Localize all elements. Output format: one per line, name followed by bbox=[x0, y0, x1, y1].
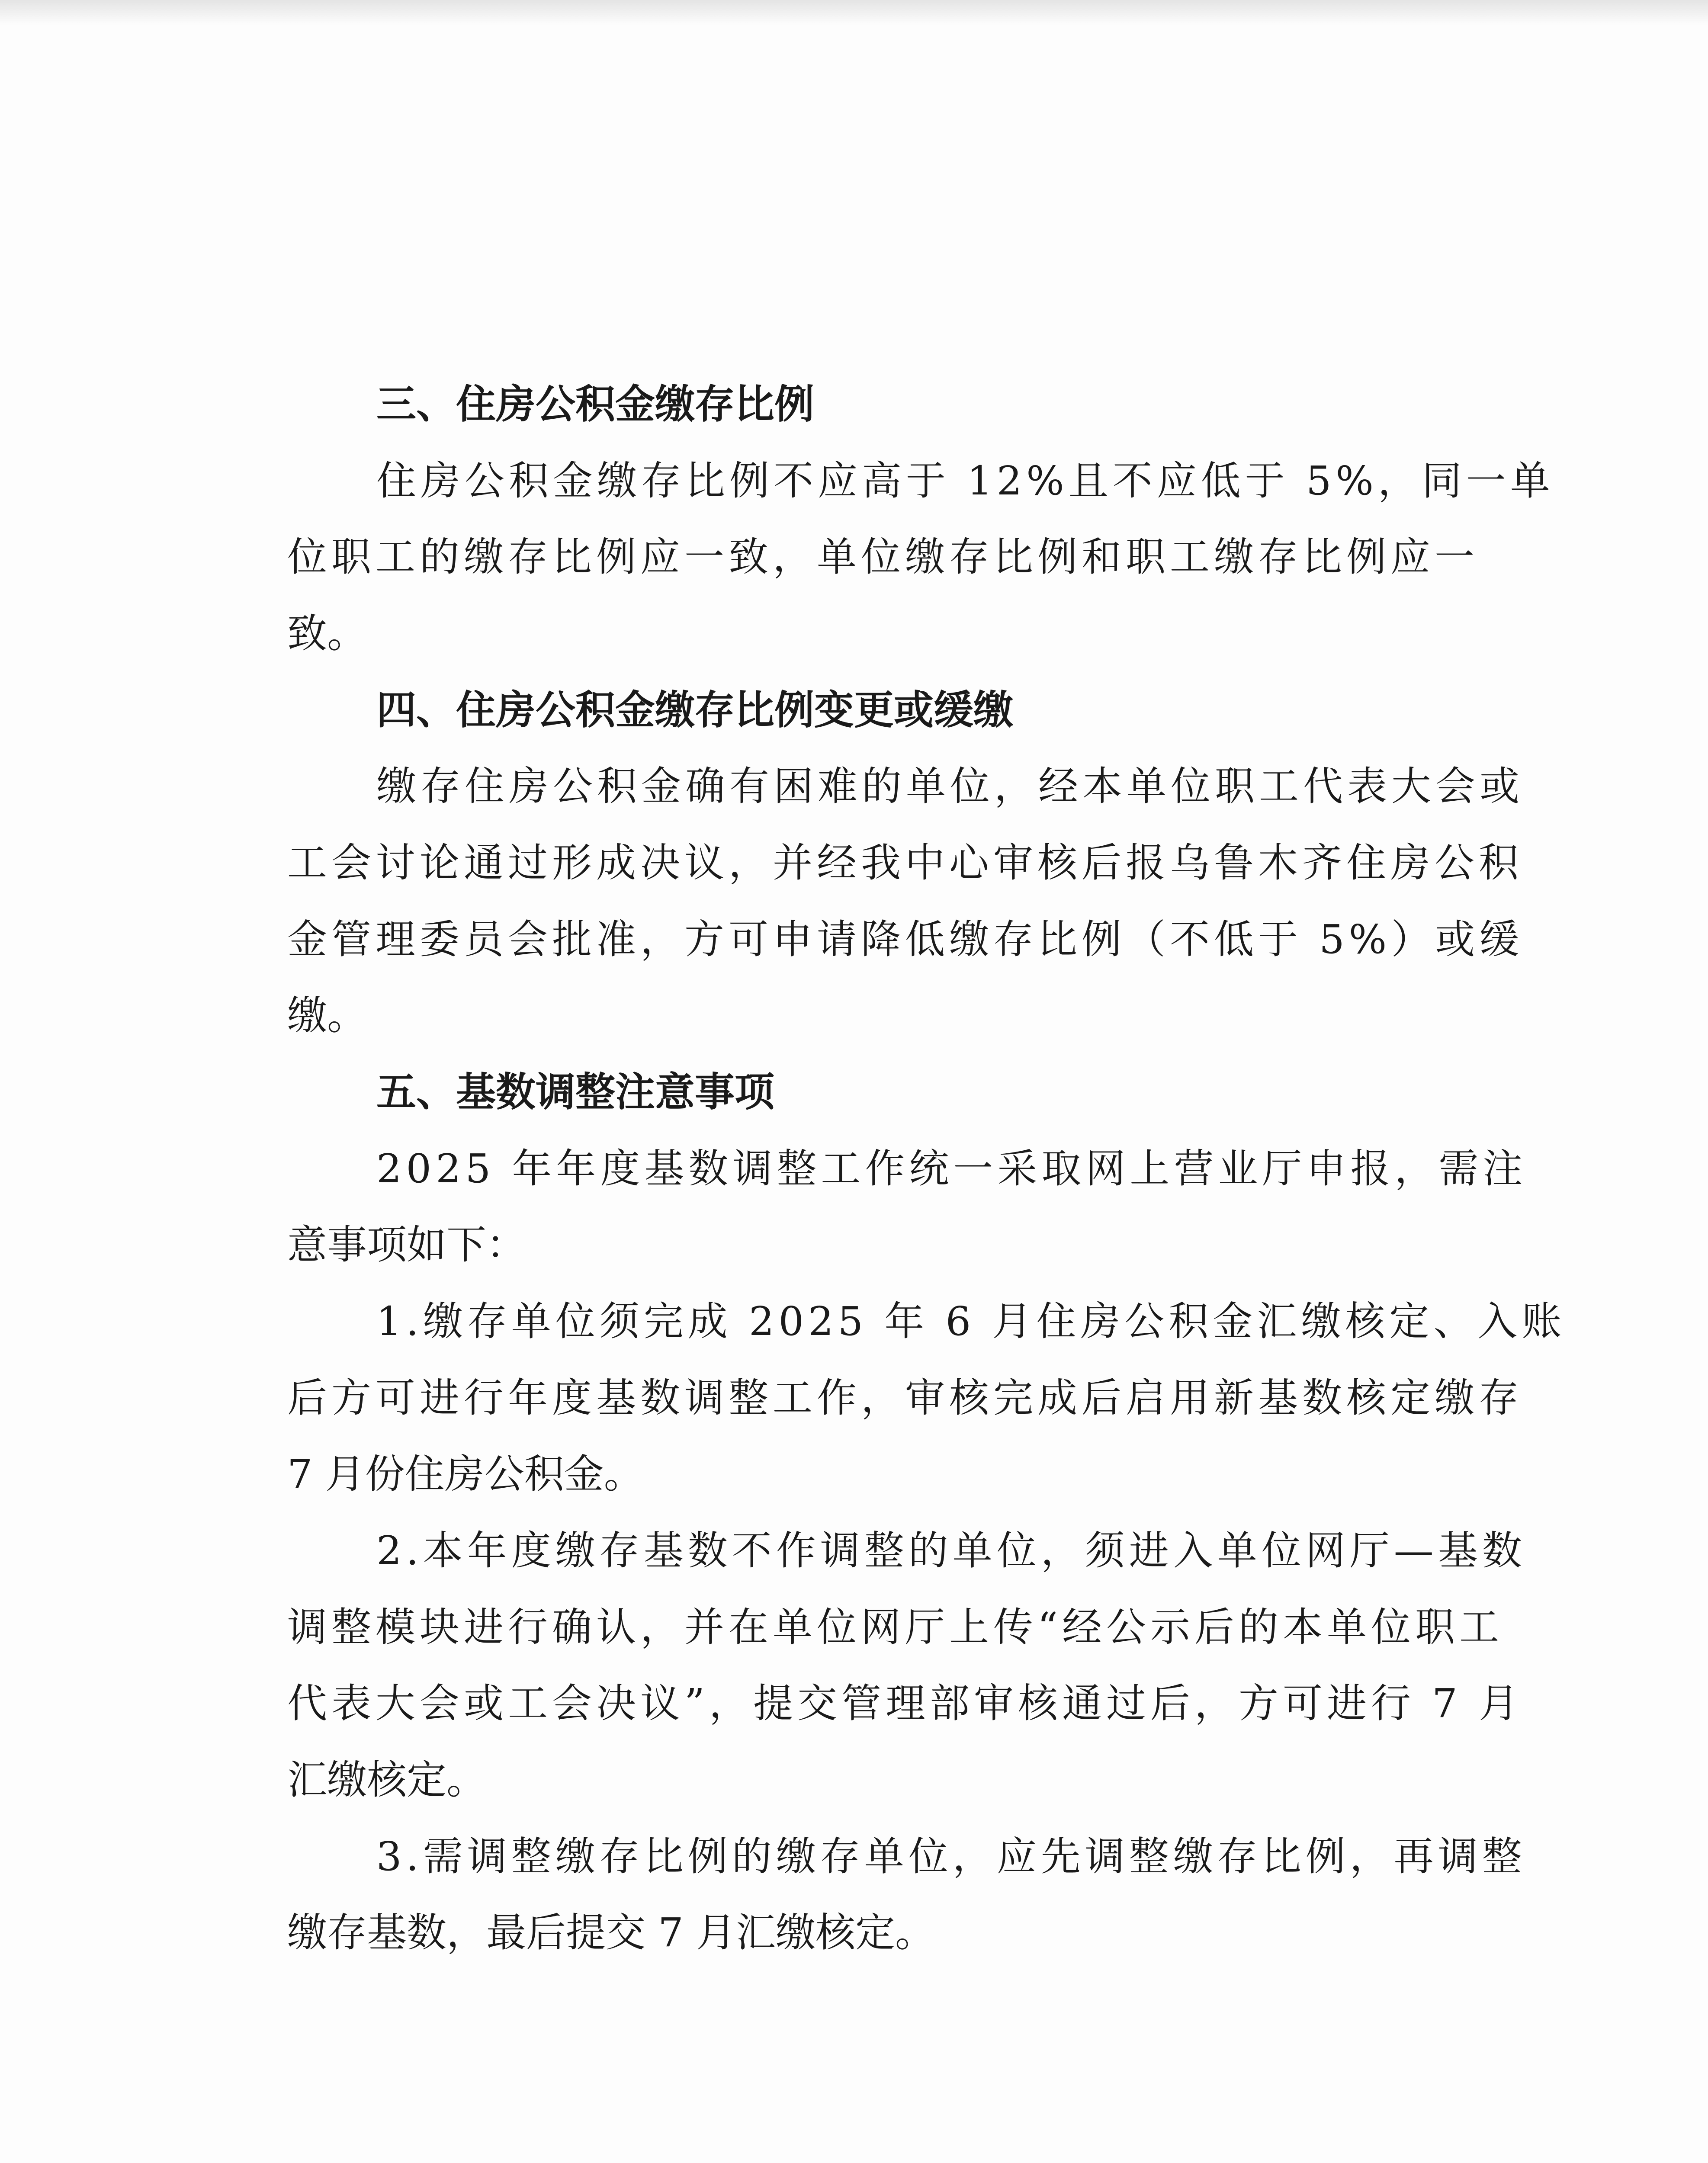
paragraph-line: 1.缴存单位须完成 2025 年 6 月住房公积金汇缴核定、入账 bbox=[376, 1298, 1566, 1345]
section-heading-base-adjustment-notes: 五、基数调整注意事项 bbox=[376, 1069, 775, 1115]
paragraph-line: 后方可进行年度基数调整工作，审核完成后启用新基数核定缴存 bbox=[287, 1375, 1523, 1421]
paragraph-line: 位职工的缴存比例应一致，单位缴存比例和职工缴存比例应一 bbox=[287, 534, 1479, 580]
paragraph-line: 致。 bbox=[287, 610, 367, 657]
paragraph-line: 缴存基数，最后提交 7 月汇缴核定。 bbox=[287, 1909, 935, 1956]
section-heading-contribution-ratio: 三、住房公积金缴存比例 bbox=[376, 381, 815, 427]
paragraph-line: 2.本年度缴存基数不作调整的单位，须进入单位网厅—基数 bbox=[376, 1528, 1526, 1574]
paragraph-line: 住房公积金缴存比例不应高于 12%且不应低于 5%，同一单 bbox=[376, 458, 1554, 504]
paragraph-line: 7 月份住房公积金。 bbox=[287, 1451, 644, 1497]
paragraph-line: 代表大会或工会决议”，提交管理部审核通过后，方可进行 7 月 bbox=[287, 1680, 1523, 1727]
paragraph-line: 缴。 bbox=[287, 992, 367, 1039]
paragraph-line: 意事项如下： bbox=[287, 1222, 527, 1268]
paragraph-line: 调整模块进行确认，并在单位网厅上传“经公示后的本单位职工 bbox=[287, 1604, 1504, 1650]
paragraph-line: 3.需调整缴存比例的缴存单位，应先调整缴存比例，再调整 bbox=[376, 1833, 1526, 1880]
section-heading-ratio-change-or-deferral: 四、住房公积金缴存比例变更或缓缴 bbox=[376, 687, 1014, 733]
paragraph-line: 缴存住房公积金确有困难的单位，经本单位职工代表大会或 bbox=[376, 763, 1524, 809]
paragraph-line: 2025 年年度基数调整工作统一采取网上营业厅申报，需注 bbox=[376, 1146, 1527, 1192]
paragraph-line: 金管理委员会批准，方可申请降低缴存比例（不低于 5%）或缓 bbox=[287, 916, 1524, 963]
paragraph-line: 工会讨论通过形成决议，并经我中心审核后报乌鲁木齐住房公积 bbox=[287, 840, 1523, 886]
paragraph-line: 汇缴核定。 bbox=[287, 1757, 487, 1803]
